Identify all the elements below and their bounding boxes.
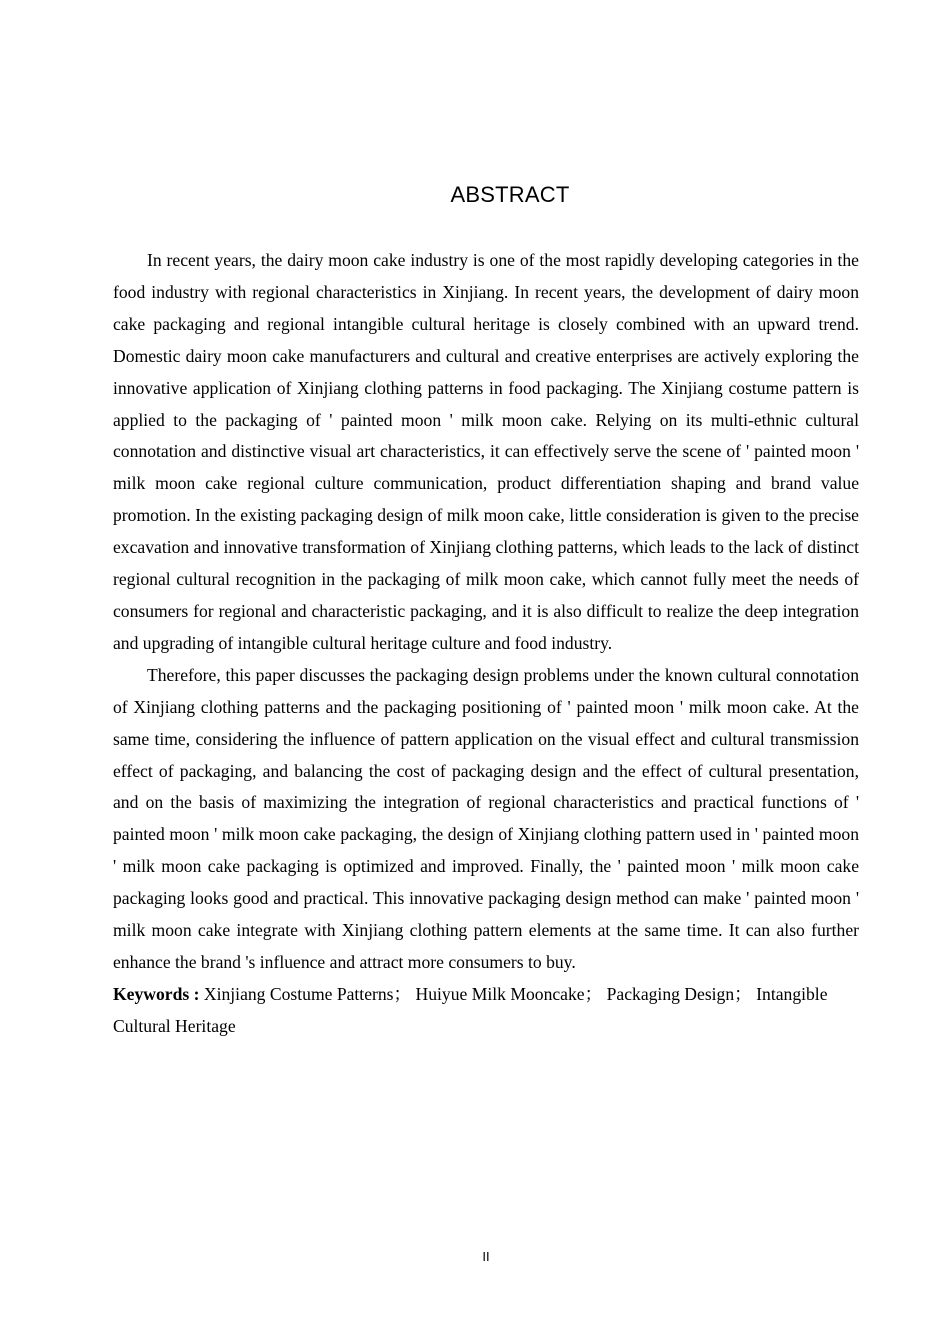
keywords-line (113, 979, 859, 1043)
abstract-paragraph-1: In recent years, the dairy moon cake industry is one of the most rapidly developing categories in the food industry with regional characteristics in Xinjiang. In recent years, the development of dairy moon cake packaging and regional intangible cultural heritage is closely combined with an upward trend. Domestic dairy moon cake manufacturers and cultural and creative enterprises are actively exploring the innovative application of Xinjiang clothing patterns in food packaging. The Xinjiang costume pattern is applied to the packaging of ' painted moon ' milk moon cake. Relying on its multi-ethnic cultural connotation and distinctive visual art characteristics, it can effectively serve the scene of ' painted moon ' milk moon cake regional culture communication, product differentiation shaping and brand value promotion. In the existing packaging design of milk moon cake, little consideration is given to the precise excavation and innovative transformation of Xinjiang clothing patterns, which leads to the lack of distinct regional cultural recognition in the packaging of milk moon cake, which cannot fully meet the needs of consumers for regional and characteristic packaging, and it is also difficult to realize the deep integration and upgrading of intangible cultural heritage culture and food industry. (113, 250, 859, 653)
keyword-separator: ； (734, 983, 752, 1004)
keyword-item: Xinjiang Costume Patterns (203, 983, 394, 1004)
page-number: II (482, 1249, 490, 1264)
keyword-separator: ； (393, 983, 412, 1004)
abstract-title: ABSTRACT (450, 182, 570, 207)
keywords-label: Keywords : (113, 983, 200, 1004)
abstract-paragraph-2: Therefore, this paper discusses the packaging design problems under the known cultural connotation of Xinjiang clothing patterns and the packaging positioning of ' painted moon ' milk moon cake. At the same time, considering the influence of pattern application on the visual effect and cultural transmission effect of packaging, and balancing the cost of packaging design and the effect of cultural presentation, and on the basis of maximizing the integration of regional characteristics and practical functions of ' painted moon ' milk moon cake packaging, the design of Xinjiang clothing pattern used in ' painted moon ' milk moon cake packaging is optimized and improved. Finally, the ' painted moon ' milk moon cake packaging looks good and practical. This innovative packaging design method can make ' painted moon ' milk moon cake integrate with Xinjiang clothing pattern elements at the same time. It can also further enhance the brand 's influence and attract more consumers to buy. (113, 664, 859, 972)
abstract-body (113, 245, 859, 1043)
keyword-item: Intangible Cultural Heritage (113, 983, 828, 1036)
keyword-item: Packaging Design (606, 983, 735, 1004)
keyword-separator: ； (584, 983, 603, 1004)
keyword-item: Huiyue Milk Mooncake (415, 983, 585, 1004)
